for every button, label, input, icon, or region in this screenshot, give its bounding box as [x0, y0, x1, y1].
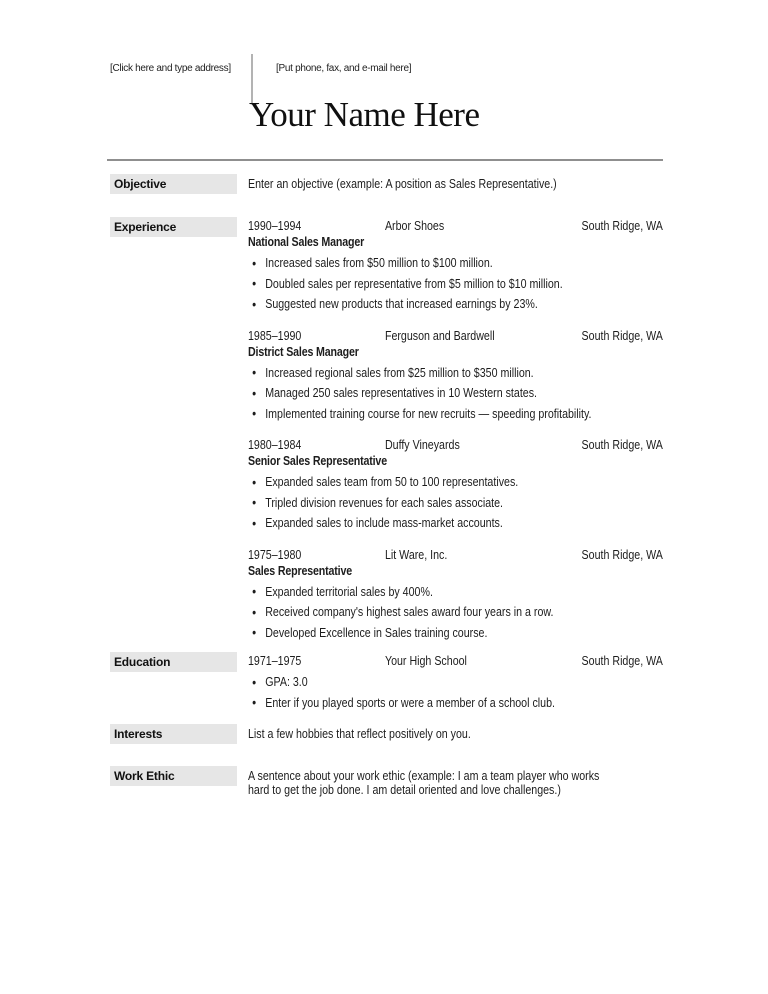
job-bullet: • Tripled division revenues for each sales associate. — [265, 493, 663, 514]
objective-section-label: Objective — [110, 174, 237, 194]
job-bullet-list — [248, 582, 663, 644]
experience-entries — [248, 217, 663, 643]
experience-label-column — [110, 217, 237, 237]
address-placeholder-field[interactable]: [Click here and type address] — [110, 63, 231, 74]
section-objective — [110, 174, 663, 194]
job-company: Arbor Shoes — [384, 218, 445, 233]
job-bullet: • Increased regional sales from $25 million to $350 million. — [265, 363, 663, 384]
work-ethic-section-label: Work Ethic — [110, 766, 237, 786]
job-dates: 1985–1990 — [248, 327, 302, 343]
objective-text: Enter an objective (example: A position as Sales Representative.) — [248, 176, 557, 191]
interests-text: List a few hobbies that reflect positively on you. — [248, 726, 471, 741]
job-entry — [248, 436, 663, 534]
job-bullet: • Expanded territorial sales by 400%. — [265, 582, 663, 603]
job-location: South Ridge, WA — [581, 437, 663, 452]
education-entry — [248, 652, 663, 713]
experience-section-label: Experience — [110, 217, 237, 237]
job-location: South Ridge, WA — [581, 327, 663, 343]
objective-label-column — [110, 174, 237, 194]
job-bullet: • Suggested new products that increased earnings by 23%. — [265, 294, 663, 315]
section-experience — [110, 217, 663, 643]
contact-placeholder-field[interactable]: [Put phone, fax, and e-mail here] — [276, 63, 412, 74]
job-company: Lit Ware, Inc. — [384, 546, 448, 562]
education-section-label: Education — [110, 652, 237, 672]
job-bullet-list — [248, 253, 663, 315]
job-entry — [248, 217, 663, 315]
job-company: Ferguson and Bardwell — [384, 327, 495, 343]
job-title: District Sales Manager — [248, 343, 359, 359]
job-bullet-list — [248, 363, 663, 425]
education-location: South Ridge, WA — [581, 653, 663, 668]
resume-body — [110, 174, 663, 797]
resume-name-heading: Your Name Here — [249, 95, 480, 134]
interests-label-column — [110, 724, 237, 744]
job-title: Sales Representative — [248, 562, 352, 578]
job-dates: 1975–1980 — [248, 546, 302, 562]
education-bullet: • GPA: 3.0 — [265, 672, 663, 693]
education-school: Your High School — [384, 653, 467, 668]
job-entry — [248, 327, 663, 425]
section-interests — [110, 724, 663, 744]
job-header — [248, 217, 663, 234]
job-bullet: • Received company's highest sales award four years in a row. — [265, 602, 663, 623]
job-location: South Ridge, WA — [581, 218, 663, 233]
work-ethic-text: A sentence about your work ethic (example: I am a team player who works hard to get the job done. I am detail oriented and love challenges.) — [248, 768, 600, 797]
interests-section-label: Interests — [110, 724, 237, 744]
section-work-ethic — [110, 766, 663, 797]
job-bullet: • Expanded sales team from 50 to 100 representatives. — [265, 472, 663, 493]
job-bullet: • Expanded sales to include mass-market accounts. — [265, 513, 663, 534]
education-label-column — [110, 652, 237, 672]
job-header — [248, 327, 663, 344]
job-title: Senior Sales Representative — [248, 453, 387, 468]
job-bullet: • Managed 250 sales representatives in 10 Western states. — [265, 383, 663, 404]
job-company: Duffy Vineyards — [384, 437, 460, 452]
education-bullet: • Enter if you played sports or were a member of a school club. — [265, 693, 663, 714]
education-header — [248, 652, 663, 669]
job-bullet: • Increased sales from $50 million to $100 million. — [265, 253, 663, 274]
job-dates: 1980–1984 — [248, 437, 302, 452]
education-dates: 1971–1975 — [248, 653, 302, 668]
job-header — [248, 436, 663, 453]
job-location: South Ridge, WA — [581, 546, 663, 562]
work-ethic-text-wrap — [248, 766, 663, 797]
job-bullet: • Developed Excellence in Sales training course. — [265, 623, 663, 644]
job-header — [248, 546, 663, 563]
job-dates: 1990–1994 — [248, 218, 302, 233]
work-ethic-label-column — [110, 766, 237, 786]
header-horizontal-rule — [107, 159, 663, 161]
education-bullet-list — [248, 672, 663, 713]
job-bullet-list — [248, 472, 663, 534]
job-entry — [248, 546, 663, 644]
job-bullet: • Implemented training course for new recruits — speeding profitability. — [265, 404, 663, 425]
job-title: National Sales Manager — [248, 234, 365, 249]
section-education — [110, 652, 663, 713]
job-bullet: • Doubled sales per representative from $5 million to $10 million. — [265, 274, 663, 295]
